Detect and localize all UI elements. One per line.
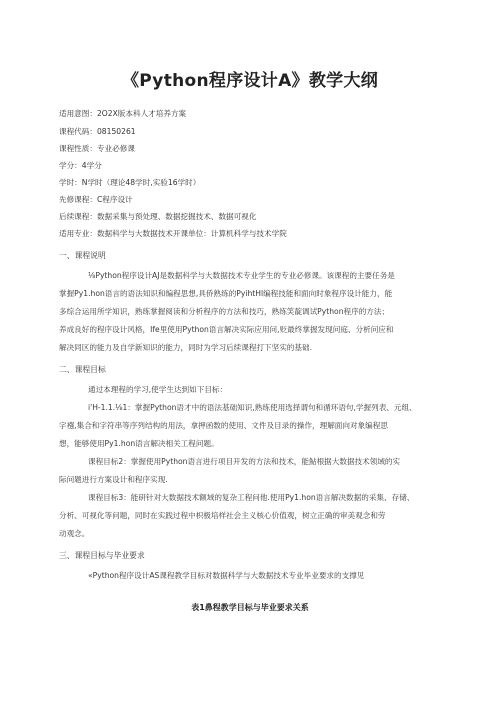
table-caption: 表1鼻程教学目标与毕业要求关系 bbox=[191, 603, 309, 612]
meta-course-code: 课程代码：08150261 bbox=[59, 127, 136, 136]
objectives-intro: 通过本理程的学习,使学生达到如下目标： bbox=[88, 385, 228, 394]
meta-prerequisite: 先修课程：C程序设计 bbox=[59, 195, 133, 204]
objective-3-line: 分析、可视化等问题，同时在实践过程中枳极培样社会主义核心价值观，树立正确的审美观念和劳 bbox=[59, 511, 386, 520]
document-title: 《Python程序设计A》教学大纲 bbox=[121, 71, 379, 91]
meta-applicable-plan: 适用意图：2O2X版本科人才培养方案 bbox=[59, 109, 187, 118]
meta-hours: 学时：N学时（理论48学时,实验16学时） bbox=[59, 178, 201, 187]
paragraph-line: 解决同区的能力及自学新知识的能力，同时为学习后续课程打下坚实的基础. bbox=[59, 343, 313, 352]
objective-1-line: i'H-1.1.⅛1：掌握Python语才中的语法基础知识,熟练使用选择谓句和循环语句,学握列表、元组、 bbox=[88, 403, 417, 412]
meta-major-and-unit: 适用专业：数据科学与大数据技术开课单位：计算机科学与技术学院 bbox=[59, 229, 287, 238]
meta-follow-up-courses: 后续课程：数据采集与预处理、数据挖掘技术、数据可视化 bbox=[59, 212, 257, 221]
objective-3-line: 课程目标3：能研针对大数据技术额域的复杂工程问他.使用Py1.hon语言解决数据的采集、存储、 bbox=[88, 493, 415, 502]
objective-2-line: 际问题进行方案设计和程序实现. bbox=[59, 475, 168, 484]
objective-3-line: 动观念。 bbox=[59, 529, 90, 538]
objective-2-line: 课程目标2：掌握使用Python语言进行项目开发的方法和技术，能鮎根据大数据技术领域的实 bbox=[88, 457, 401, 466]
support-statement: «Python程序设计AS课程教学目标对数据科学与大数据技术专业毕业要求的支撑见 bbox=[88, 571, 365, 580]
paragraph-line: 养成良好的程序设计风格，Ife里使用Python语言解决实际应用问,贬最终掌握发现问庭、分析问应和 bbox=[59, 325, 394, 334]
paragraph-line: ⅛Python程序设计AJ是数据科学与大数据技术专业学生的专业必修课。该课程的主要任务是 bbox=[88, 271, 395, 280]
objective-1-line: 字襁,集合和字符串等序列结构的用法，拿押函数的使用、文件及目录的操作，理解面向对象编程思 bbox=[59, 421, 388, 430]
paragraph-line: 多综合运用所学知识，熟练掌握阅读和分析程序的方法和技巧，熟练笑靛调试Python程序的方法； bbox=[59, 307, 390, 316]
meta-course-nature: 课程性质：专业必修课 bbox=[59, 144, 135, 153]
section-heading-course-description: 一、课程说明 bbox=[59, 251, 106, 260]
section-heading-course-objectives: 二、课程目标 bbox=[59, 365, 106, 374]
meta-credits: 学分：4学分 bbox=[59, 161, 102, 170]
paragraph-line: 掌握Py1.hon语言的语法知识和编程思想,具侨熟练的PyihtHl编程技能和面向时象程序设计能力，能 bbox=[59, 289, 393, 298]
objective-1-line: 想，能够使用Py1.hon语言解决相关工程问题。 bbox=[59, 439, 219, 448]
section-heading-objectives-and-graduation: 三、课程目标与毕业要求 bbox=[59, 551, 145, 560]
